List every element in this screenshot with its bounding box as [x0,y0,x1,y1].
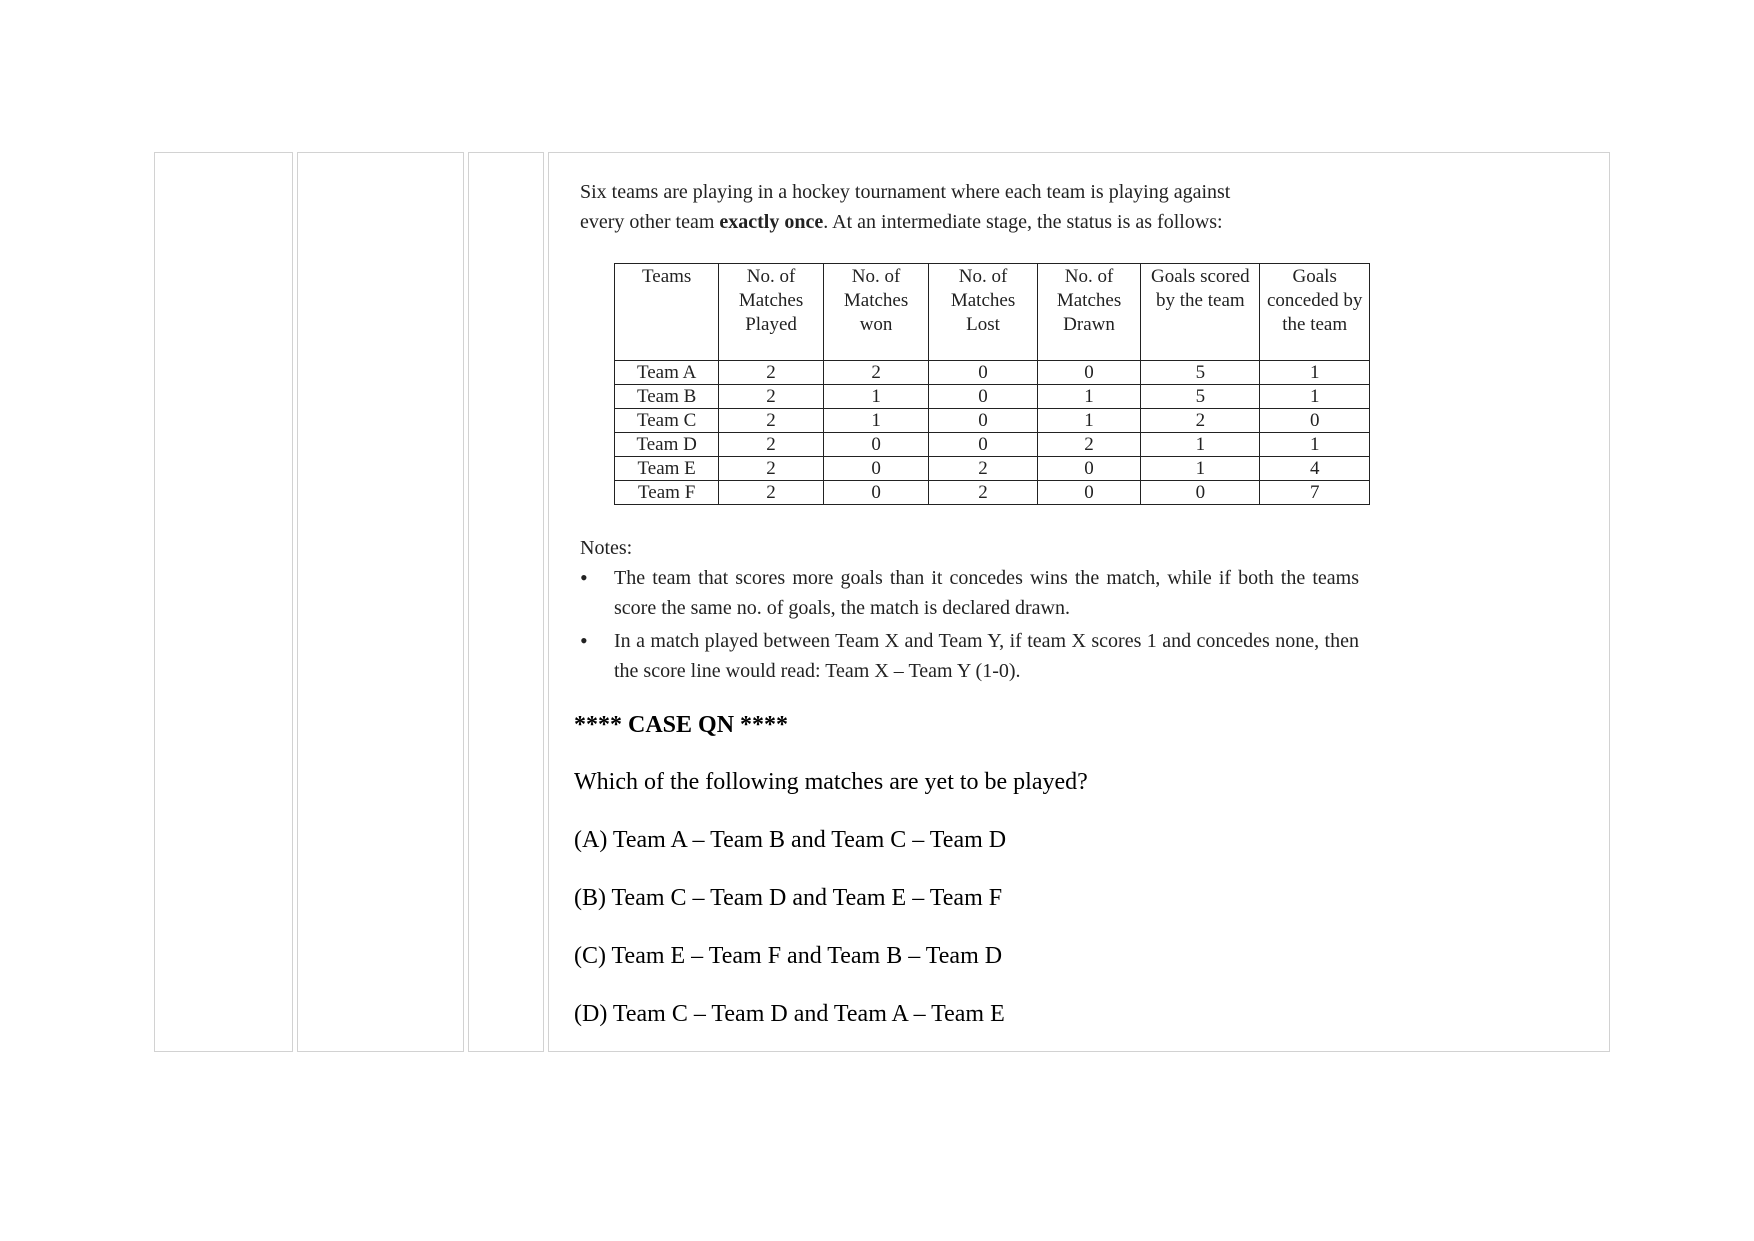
table-cell: 0 [1037,481,1141,505]
intro-text [580,177,1370,237]
table-cell: 0 [1037,457,1141,481]
table-cell: 1 [1037,409,1141,433]
table-cell: 0 [823,481,929,505]
question-text: Which of the following matches are yet to be played? [574,769,1088,795]
list-item [580,563,1359,623]
table-cell: 2 [719,385,824,409]
table-cell: 1 [1037,385,1141,409]
table-cell: Team D [615,433,719,457]
table-cell: Team F [615,481,719,505]
table-cell: 2 [1141,409,1260,433]
table-cell: 0 [1037,361,1141,385]
notes-heading: Notes: [580,537,633,559]
table-cell: 4 [1260,457,1370,481]
column-header: No. of Matches Drawn [1037,264,1141,361]
table-cell: 7 [1260,481,1370,505]
question-figure [580,177,1370,689]
column-header: No. of Matches Lost [929,264,1037,361]
question-layout-table [154,152,1610,1052]
table-cell: 2 [1037,433,1141,457]
tournament-status-table [614,263,1370,505]
table-cell: 1 [1260,385,1370,409]
question-content-cell [548,152,1610,1052]
table-cell: Team A [615,361,719,385]
table-cell: 2 [719,361,824,385]
table-header-row [615,264,1370,361]
table-cell: 0 [929,385,1037,409]
table-cell: 2 [719,457,824,481]
table-cell: 2 [719,481,824,505]
table-cell: 5 [1141,361,1260,385]
column-header: Goals scored by the team [1141,264,1260,361]
table-row [615,385,1370,409]
table-row [615,433,1370,457]
bullet-icon: • [580,628,588,653]
note-text: In a match played between Team X and Team Y, if team X scores 1 and concedes none, then the score line would read: Team X – Team Y (1-0). [614,630,1359,682]
table-cell: 2 [929,457,1037,481]
table-cell: 0 [929,409,1037,433]
empty-cell-3 [468,152,544,1052]
table-cell: 0 [1260,409,1370,433]
column-header: Teams [615,264,719,361]
intro-line-1: Six teams are playing in a hockey tournament where each team is playing against [580,181,1231,203]
table-cell: 0 [823,433,929,457]
intro-line-2-start: every other team [580,211,720,233]
table-row [615,481,1370,505]
table-cell: 1 [823,409,929,433]
table-cell: 0 [929,433,1037,457]
list-item [580,626,1359,686]
table-cell: 0 [929,361,1037,385]
table-cell: 1 [1141,457,1260,481]
table-cell: 0 [1141,481,1260,505]
empty-cell-2 [297,152,464,1052]
column-header: Goals conceded by the team [1260,264,1370,361]
table-cell: 2 [719,433,824,457]
option-a: (A) Team A – Team B and Team C – Team D [574,827,1007,853]
option-c: (C) Team E – Team F and Team B – Team D [574,943,1003,969]
table-cell: Team C [615,409,719,433]
empty-cell-1 [154,152,293,1052]
table-row [615,457,1370,481]
option-d: (D) Team C – Team D and Team A – Team E [574,1001,1005,1027]
column-header: No. of Matches Played [719,264,824,361]
intro-emphasis: exactly once [719,211,824,233]
table-row [615,409,1370,433]
table-cell: Team B [615,385,719,409]
bullet-icon: • [580,565,588,590]
table-cell: 1 [1260,361,1370,385]
notes-list [580,563,1370,686]
case-title: **** CASE QN **** [574,712,789,738]
intro-line-2-end: . At an intermediate stage, the status is as follows: [823,211,1223,233]
table-cell: 1 [823,385,929,409]
table-cell: 1 [1260,433,1370,457]
table-cell: 1 [1141,433,1260,457]
table-row [615,361,1370,385]
table-cell: Team E [615,457,719,481]
table-cell: 5 [1141,385,1260,409]
table-cell: 2 [823,361,929,385]
note-text: The team that scores more goals than it concedes wins the match, while if both the teams score the same no. of goals, the match is declared drawn. [614,567,1359,619]
table-cell: 0 [823,457,929,481]
table-cell: 2 [719,409,824,433]
option-b: (B) Team C – Team D and Team E – Team F [574,885,1003,911]
column-header: No. of Matches won [823,264,929,361]
table-cell: 2 [929,481,1037,505]
